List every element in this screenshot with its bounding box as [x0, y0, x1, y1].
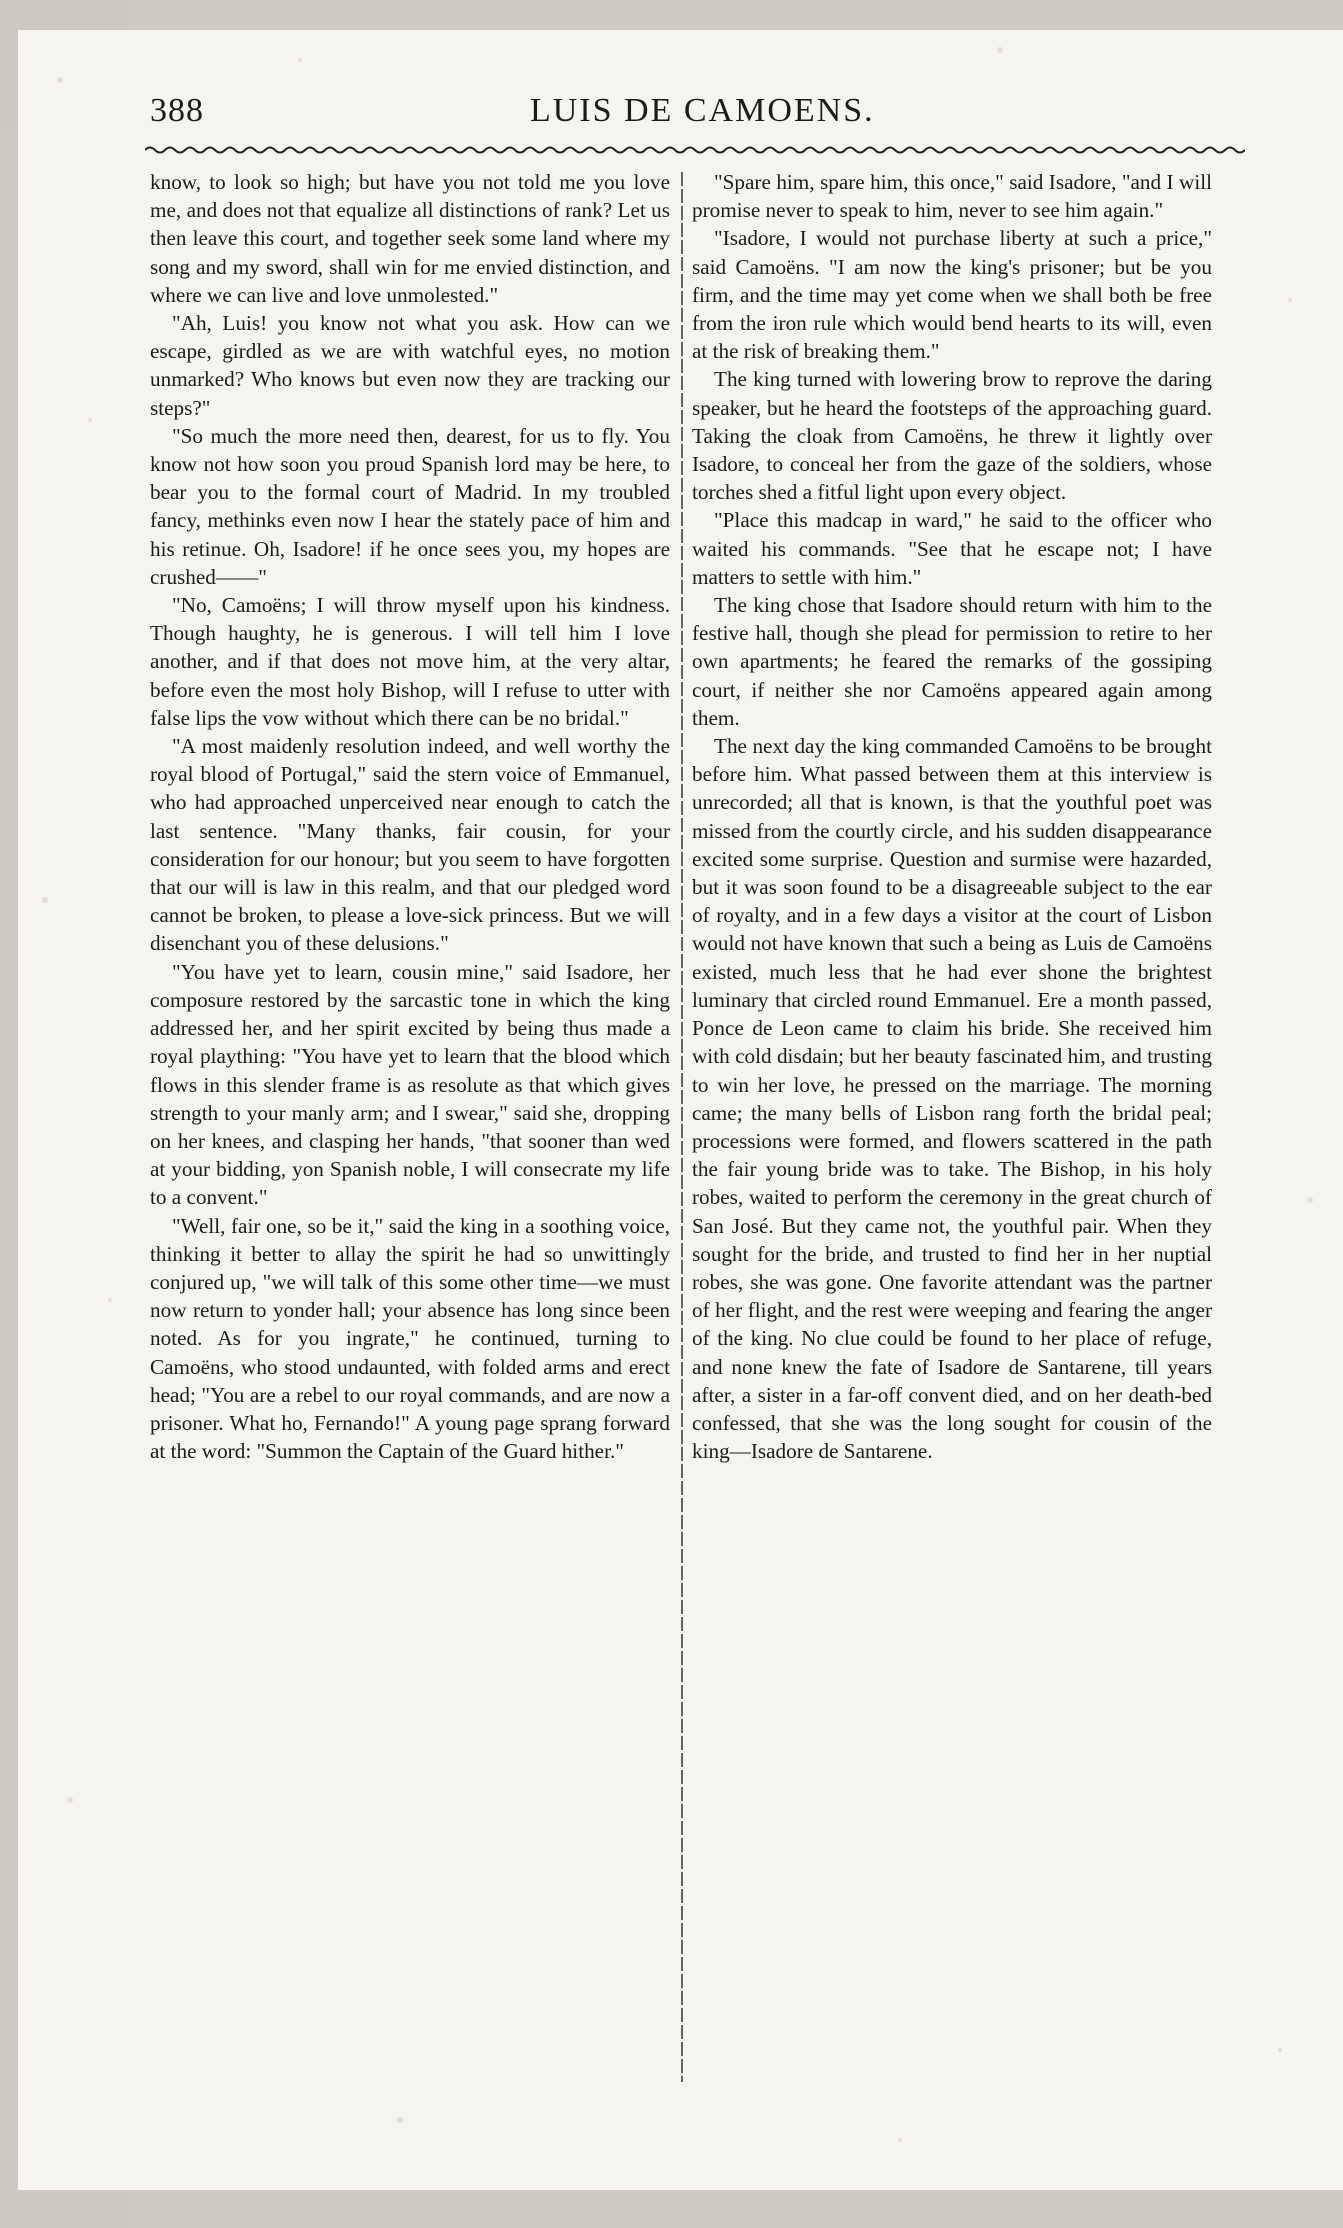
paragraph: "You have yet to learn, cousin mine," said Isadore, her composure restored by the sarcastic tone in which the king addressed her, and her spirit excited by being thus made a royal plaything: "You have yet to learn that the blood which flows in this slender frame is as resolute as that which gives strength to your manly arm; and I swear," said she, dropping on her knees, and clasping her hands, "that sooner than wed at your bidding, yon Spanish noble, I will consecrate my life to a convent.": [150, 959, 670, 1210]
running-title: LUIS DE CAMOENS.: [530, 92, 875, 129]
page-header: [150, 92, 1250, 142]
paragraph: know, to look so high; but have you not told me you love me, and does not that equalize all distinctions of rank? Let us then leave this court, and together seek some land where my song and my sword, shall win for me envied distinction, and where we can live and love unmolested.": [150, 170, 670, 307]
paragraph: "A most maidenly resolution indeed, and well worthy the royal blood of Portugal," said the stern voice of Emmanuel, who had approached unperceived near enough to catch the last sentence. "Many thanks, fair cousin, for your consideration for our honour; but you seem to have forgotten that our will is law in this realm, and that our pledged word cannot be broken, to please a love-sick princess. But we will disenchant you of these delusions.": [150, 734, 670, 956]
paragraph: "No, Camoëns; I will throw myself upon his kindness. Though haughty, he is generous. I will tell him I love another, and if that does not move him, at the very altar, before even the most holy Bishop, will I refuse to utter with false lips the vow without which there can be no bridal.": [150, 593, 670, 730]
paragraph: "Spare him, spare him, this once," said Isadore, "and I will promise never to speak to him, never to see him again.": [692, 170, 1212, 223]
page-number: 388: [150, 92, 204, 129]
paragraph: "Ah, Luis! you know not what you ask. How can we escape, girdled as we are with watchful eyes, no motion unmarked? Who knows but even now they are tracking our steps?": [150, 311, 670, 420]
paragraph: The next day the king commanded Camoëns to be brought before him. What passed between them at this interview is unrecorded; all that is known, is that the youthful poet was missed from the courtly circle, and his sudden disappearance excited some surprise. Question and surmise were hazarded, but it was soon found to be a disagreeable subject to the ear of royalty, and in a few days a visitor at the court of Lisbon would not have known that such a being as Luis de Camoëns existed, much less that he had ever shone the brightest luminary that circled round Emmanuel. Ere a month passed, Ponce de Leon came to claim his bride. She received him with cold disdain; but her beauty fascinated him, and trusting to win her love, he pressed on the marriage. The morning came; the many bells of Lisbon rang forth the bridal peal; processions were formed, and flowers scattered in the path the fair young bride was to take. The Bishop, in his holy robes, waited to perform the ceremony in the great church of San José. But they came not, the youthful pair. When they sought for the bride, and trusted to find her in her nuptial robes, she was gone. One favorite attendant was the partner of her flight, and the rest were weeping and fearing the anger of the king. No clue could be found to her place of refuge, and none knew the fate of Isadore de Santarene, till years after, a sister in a far-off convent died, and on her death-bed confessed, that she was the long sought for cousin of the king—Isadore de Santarene.: [692, 734, 1212, 1464]
paragraph: "Place this madcap in ward," he said to the officer who waited his commands. "See that he escape not; I have matters to settle with him.": [692, 508, 1212, 589]
paragraph: The king chose that Isadore should return with him to the festive hall, though she plead for permission to retire to her own apartments; he feared the remarks of the gossiping court, if neither she nor Camoëns appeared again among them.: [692, 593, 1212, 730]
right-text-column: [692, 168, 1212, 1465]
paragraph: "Isadore, I would not purchase liberty at such a price," said Camoëns. "I am now the king's prisoner; but be you firm, and the time may yet come when we shall both be free from the iron rule which would bend hearts to its will, even at the risk of breaking them.": [692, 226, 1212, 364]
paragraph: The king turned with lowering brow to reprove the daring speaker, but he heard the footsteps of the approaching guard. Taking the cloak from Camoëns, he threw it lightly over Isadore, to conceal her from the gaze of the soldiers, whose torches shed a fitful light upon every object.: [692, 367, 1212, 505]
header-wavy-rule: [145, 145, 1245, 155]
left-text-column: [150, 168, 670, 1465]
paragraph: "Well, fair one, so be it," said the king in a soothing voice, thinking it better to allay the spirit he had so unwittingly conjured up, "we will talk of this some other time—we must now return to yonder hall; your absence has long since been noted. As for you ingrate," he continued, turning to Camoëns, who stood undaunted, with folded arms and erect head; "You are a rebel to our royal commands, and are now a prisoner. What ho, Fernando!" A young page sprang forward at the word: "Summon the Captain of the Guard hither.": [150, 1213, 670, 1464]
paragraph: "So much the more need then, dearest, for us to fly. You know not how soon you proud Spanish lord may be here, to bear you to the formal court of Madrid. In my troubled fancy, methinks even now I hear the stately pace of him and his retinue. Oh, Isadore! if he once sees you, my hopes are crushed——": [150, 423, 670, 589]
column-divider-rule: [680, 172, 684, 2082]
